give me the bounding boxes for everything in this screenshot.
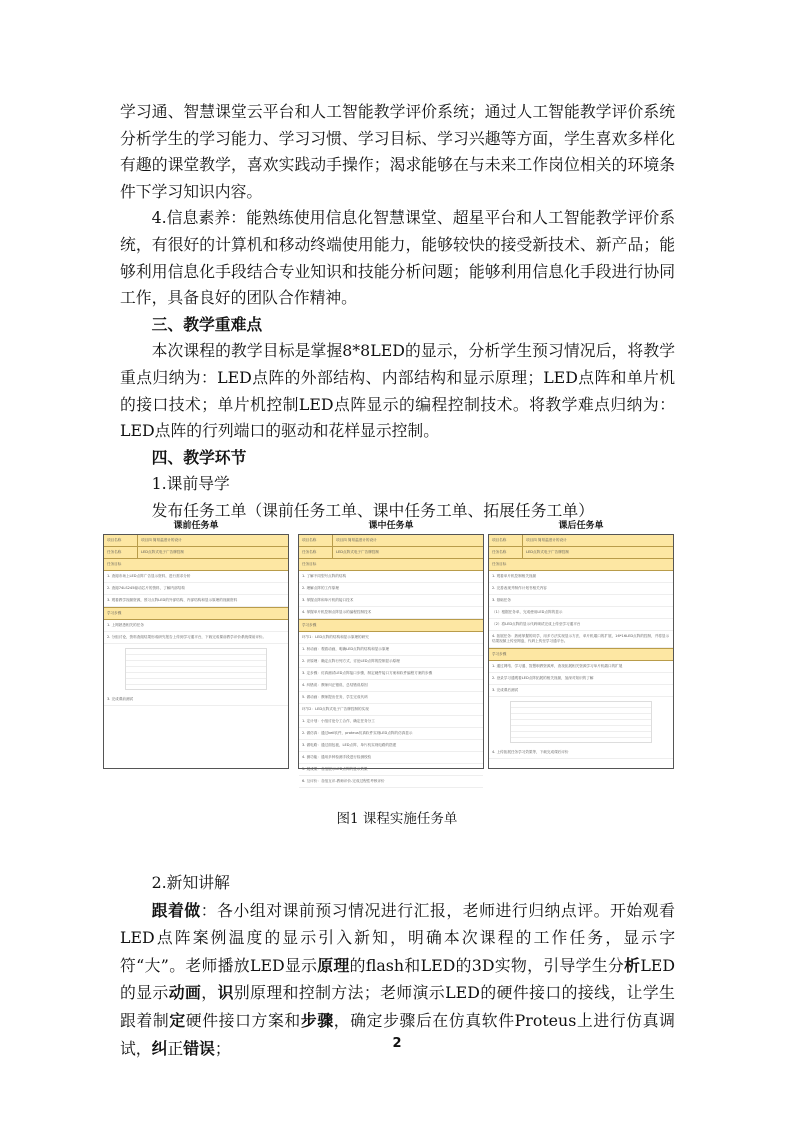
project-row (104, 535, 288, 547)
goal-item: （1）根据任务单，完成使用LED点阵的显示 (489, 607, 673, 619)
step-item: 环节2：LED点阵式电子广告牌控制的实现 (299, 704, 483, 716)
task-sheets-figure (103, 518, 683, 783)
project-row (489, 535, 673, 547)
step-item: 2. 做仿真：通过keil软件，proteus仿真软件实现LED点阵的仿真显示 (299, 728, 483, 740)
value: 项目四 简易温度计的设计 (141, 538, 182, 542)
step-item: 3. 定步骤：仿真测试LED点阵接口步骤，制定硬件接口方案和软件编程方案的步骤 (299, 668, 483, 680)
label: 任务名称 (104, 547, 138, 558)
body-text-top (120, 99, 675, 525)
value: LED点阵式电子广告牌控制 (141, 550, 184, 554)
goal-item: 1. 查阅市场上LED点阵广告显示资料，进行需求分析 (104, 571, 288, 583)
page-number: 2 (392, 1036, 402, 1051)
task-sheet (103, 518, 289, 769)
text-run: 的flash和LED的3D实物，引导学生分 (349, 955, 625, 975)
step-item: 4. 上传拓展任务学习效果等，下载完成课后评价 (489, 747, 673, 759)
text-run: ，确定步骤后在仿真软件Proteus上进行仿真调试， (120, 1010, 675, 1058)
step-item: 环节1：LED点阵的结构和显示原理的研究 (299, 632, 483, 644)
task-row (299, 547, 483, 559)
step-item: 1. 定计划：小组讨论分工合作，确定任务分工 (299, 716, 483, 728)
bold-keyword: 动画 (168, 983, 202, 1003)
label: 任务名称 (299, 547, 333, 558)
bold-keyword: 步骤 (300, 1010, 334, 1030)
step-item: 1. 析动画：观看动画，明确LED点阵的结构和显示原理 (299, 644, 483, 656)
sheet-title: 课后任务单 (558, 521, 604, 531)
goal-item: （2）将LED点阵的显示代码调试完成上传至学习通平台 (489, 619, 673, 631)
sheet-title: 课中任务单 (368, 521, 414, 531)
sheet-table (103, 534, 289, 769)
task-row (104, 547, 288, 559)
label: 项目名称 (489, 535, 523, 546)
bold-keyword: 定 (169, 1010, 186, 1030)
text-run: 别原理和控制方法；老师演示LED的硬件接口的接线，让学生跟着制 (120, 983, 675, 1030)
sheet-table (298, 534, 484, 783)
value: 项目四 简易温度计的设计 (526, 538, 567, 542)
goal-item: 2. 查阅74LS245驱动芯片的资料，了解内部结构 (104, 583, 288, 595)
step-item: 6. 互评价：各组互评-教师评价-完成过程性考核评价 (299, 776, 483, 788)
goal-item: 1. 观看单片机控制相关视频 (489, 571, 673, 583)
steps-header: 学习步骤 (104, 607, 288, 620)
goal-item: 3. 观看教学视频资源，预习点阵LED的外部结构、内部结构和显示原理的视频资料 (104, 595, 288, 607)
text-run: 硬件接口方案和 (185, 1010, 301, 1030)
paragraph: 学习通、智慧课堂云平台和人工智能教学评价系统；通过人工智能教学评价系统分析学生的学习能力、学习习惯、学习目标、学习兴趣等方面，学生喜欢多样化有趣的课堂教学，喜欢实践动手操作；渴求能够在与未来工作岗位相关的环境条件下学习知识内容。 (120, 102, 675, 201)
steps-header: 学习步骤 (489, 648, 673, 661)
project-row (299, 535, 483, 547)
value: 项目四 简易温度计的设计 (336, 538, 377, 542)
goal-header: 任务目标 (489, 559, 673, 571)
step-item: 1. 上网熟悉相关的任务 (104, 620, 288, 632)
step-item: 1. 通过网络、学习通、智慧职教资源库，查找拓展相关资源学习单片机端口的扩展 (489, 661, 673, 673)
section-heading: 四、教学环节 (151, 447, 247, 467)
sheet-title: 课前任务单 (173, 521, 219, 531)
step-item: 3. 做电路：通过面包板，LED点阵，单片机实现电路的搭建 (299, 740, 483, 752)
step-item: 4. 纠错误：教师纠正错误，总结错误原因 (299, 680, 483, 692)
step-item: 5. 展成果：各组展示LED点阵的显示效果 (299, 764, 483, 776)
task-row (489, 547, 673, 559)
value: LED点阵式电子广告牌控制 (526, 550, 569, 554)
bold-keyword: 原理 (317, 955, 350, 975)
paragraph: 本次课程的教学目标是掌握8*8LED的显示，分析学生预习情况后，将教学重点归纳为：LED点阵的外部结构、内部结构和显示原理；LED点阵和单片机的接口技术；单片机控制LED点阵显示的编程控制技术。将教学难点归纳为：LED点阵的行列端口的驱动和花样显示控制。 (120, 341, 675, 441)
goal-item: 4. 掌握单片机控制点阵显示的编程控制技术 (299, 607, 483, 619)
step-item: 2. 识原理：确定点阵行列方式，讨论LED点阵的控制显示原理 (299, 656, 483, 668)
figure-caption: 图1 课程实施任务单 (336, 811, 458, 827)
step-item: 3. 完成课后测试 (489, 685, 673, 697)
paragraph: 4.信息素养：能熟练使用信息化智慧课堂、超星平台和人工智能教学评价系统，有很好的计算机和移动终端使用能力，能够较快的接受新技术、新产品；能够利用信息化手段结合专业知识和技能分析问题；能够利用信息化手段进行协同工作，具备良好的团队合作精神。 (120, 208, 675, 308)
bold-keyword: 纠 (151, 1038, 168, 1058)
goal-item: 2. 理解点阵的工作原理 (299, 583, 483, 595)
text-run: ， (201, 983, 218, 1003)
bold-keyword: 错误 (183, 1038, 215, 1058)
text-run: LED的显示 (120, 955, 675, 1003)
subheading: 1.课前导学 (151, 474, 230, 494)
task-sheet (488, 518, 674, 769)
bold-keyword: 跟着做 (151, 900, 201, 920)
bold-keyword: 析 (624, 955, 641, 975)
goal-item: 4. 拓展任务：熟练掌握的同学，用多方法实现显示方法，单片机端口的扩展，16*16LED点阵的控制，并将显示结果视频上传至网盘，代码上传至学习通平台。 (489, 631, 673, 648)
goal-item: 2. 完善表现并制作计划书相关内容 (489, 583, 673, 595)
subheading: 2.新知讲解 (151, 873, 230, 892)
label: 项目名称 (299, 535, 333, 546)
bold-keyword: 识 (217, 983, 234, 1003)
body-text-bottom (120, 870, 675, 1062)
step-item: 3. 完成课前测试 (104, 694, 288, 706)
task-sheet (298, 518, 484, 783)
step-item: 2. 分组讨论，资料查阅结果形成研究报告上传到学习通平台，下载完成课前教学评价系统课前评价。 (104, 632, 288, 644)
goal-item: 3. 掌握点阵和单片机的接口技术 (299, 595, 483, 607)
goal-header: 任务目标 (299, 559, 483, 571)
text-run: ； (214, 1038, 231, 1058)
goal-item: 1. 了解不同型号点阵的结构 (299, 571, 483, 583)
steps-header: 学习步骤 (299, 619, 483, 632)
screenshot-thumbnail (510, 701, 652, 743)
text-run: 正 (167, 1038, 184, 1058)
step-item: 4. 测功能：通用多种检测手段进行检测校验 (299, 752, 483, 764)
sheet-table (488, 534, 674, 769)
label: 任务名称 (489, 547, 523, 558)
paragraph: 发布任务工单（课前任务工单、课中任务工单、拓展任务工单） (151, 500, 594, 520)
step-item: 2. 登录学习通观看LED点阵拓展的相关视频，加深对知识的了解 (489, 673, 673, 685)
text-run: ：各小组对课前预习情况进行汇报，老师进行归纳点评。开始观看LED点阵案例温度的显示引入新知，明确本次课程的工作任务，显示字符“大”。老师播放LED显示 (120, 900, 675, 975)
goal-item: 3. 基础任务 (489, 595, 673, 607)
value: LED点阵式电子广告牌控制 (336, 550, 379, 554)
section-heading: 三、教学重难点 (151, 314, 263, 334)
label: 项目名称 (104, 535, 138, 546)
screenshot-thumbnail (125, 648, 267, 690)
goal-header: 任务目标 (104, 559, 288, 571)
step-item: 5. 做动画：教师提出任务，学生完成代码 (299, 692, 483, 704)
